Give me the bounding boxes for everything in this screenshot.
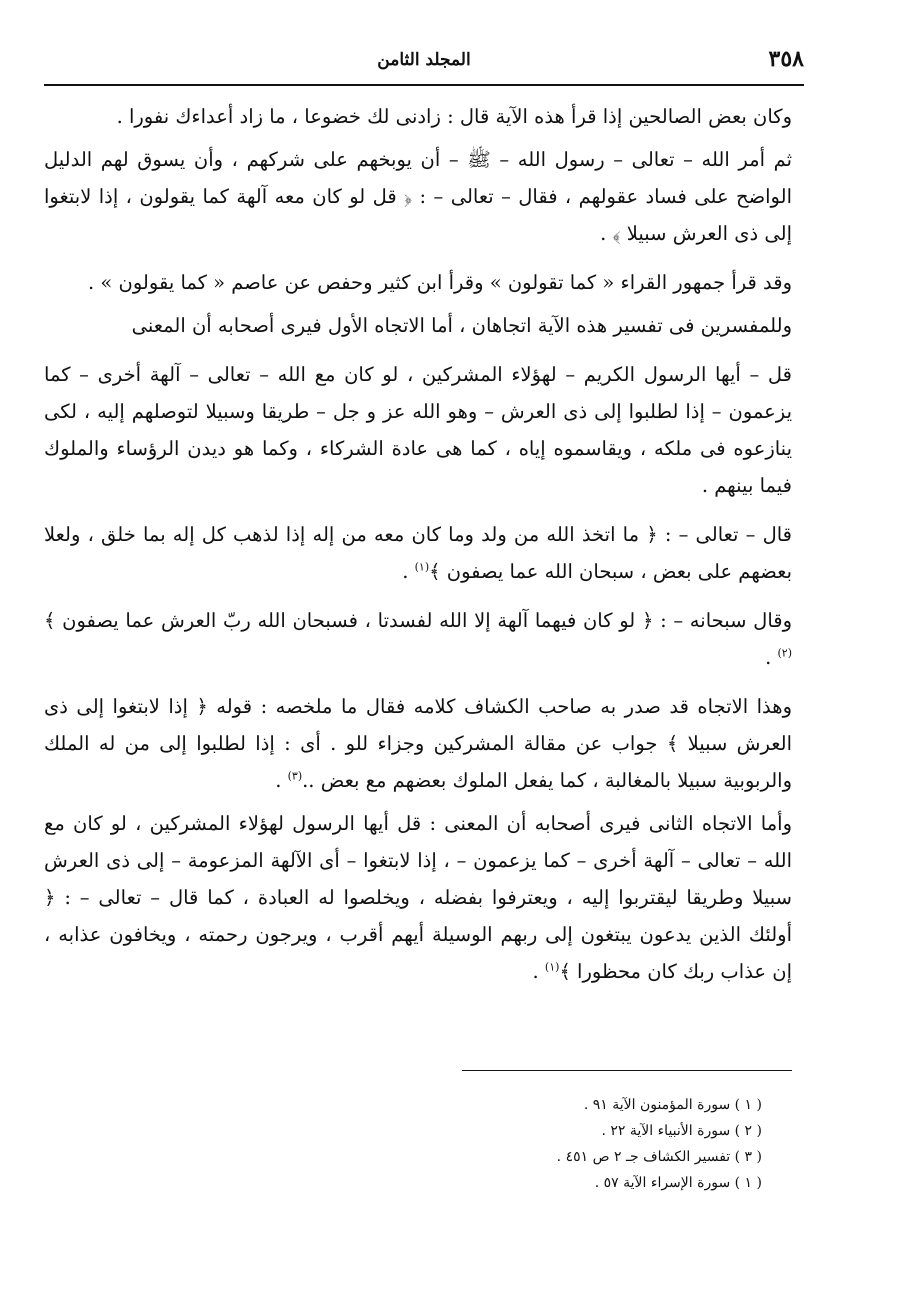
paragraph-8: [44, 688, 792, 799]
volume-title: المجلد الثامن: [377, 50, 471, 70]
paragraph-7: [44, 602, 792, 676]
main-text: [44, 98, 792, 1002]
paragraph-7-text: وقال سبحانه – : ﴿ لو كان فيهما آلهة إلا الله لفسدتا ، فسبحان الله ربّ العرش عما يصفون ﴾: [44, 609, 792, 632]
page-number: ٣٥٨: [768, 46, 804, 72]
paragraph-2: ثم أمر الله – تعالى – رسول الله – ﷺ – أن يوبخهم على شركهم ، وأن يسوق لهم الدليل الواضح على فساد عقولهم ، فقال – تعالى – : ﴿ قل لو كان معه آلهة كما يقولون ، إذا لابتغوا إلى ذى العرش سبيلا ﴾ .: [44, 148, 792, 245]
footnote-divider: [462, 1070, 792, 1071]
paragraph-3: وقد قرأ جمهور القراء « كما تقولون » وقرأ ابن كثير وحفص عن عاصم « كما يقولون » .: [88, 271, 792, 294]
paragraph-9-text: وأما الاتجاه الثانى فيرى أصحابه أن المعنى : قل أيها الرسول لهؤلاء المشركين ، لو كان مع الله – تعالى – آلهة أخرى – كما يزعمون – ، إذا لابتغوا – أى الآلهة المزعومة – إلى ذى العرش سبيلا وطريقا ليقتربوا إليه ، ويعترفوا بفضله ، ويخلصوا له العبادة ، كما قال – تعالى – : ﴿ أولئك الذين يدعون يبتغون إلى ربهم الوسيلة أيهم أقرب ، ويرجون رحمته ، ويخافون عذابه ، إن عذاب ربك كان محظورا ﴾: [44, 812, 792, 983]
page-header: [44, 44, 804, 80]
paragraph-8-text: وهذا الاتجاه قد صدر به صاحب الكشاف كلامه فقال ما ملخصه : قوله ﴿ إذا لابتغوا إلى ذى العرش سبيلا ﴾ جواب عن مقالة المشركين وجزاء للو . أى : إذا لطلبوا إلى من له الملك والربوبية سبيلا بالمغالبة ، كما يفعل الملوك بعضهم مع بعض ..: [44, 695, 792, 792]
header-divider: [44, 84, 804, 86]
paragraph-7-end: .: [765, 646, 778, 669]
paragraph-5: قل – أيها الرسول الكريم – لهؤلاء المشركين ، لو كان مع الله – تعالى – آلهة أخرى – كما يزعمون – إذا لطلبوا إلى ذى العرش – وهو الله عز و جل – طريقا وسبيلا لتوصلهم إليه ، لكى ينازعوه فى ملكه ، ويقاسموه إياه ، كما هى عادة الشركاء ، وكما هو ديدن الرؤساء والملوك فيما بينهم .: [44, 363, 792, 497]
footnote-item: ( ٢ ) سورة الأنبياء الآية ٢٢ .: [601, 1123, 762, 1139]
paragraph-9-end: .: [532, 960, 545, 983]
footnote-item: ( ٣ ) تفسير الكشاف جـ ٢ ص ٤٥١ .: [556, 1149, 762, 1165]
paragraph-6-text: قال – تعالى – : ﴿ ما اتخذ الله من ولد وما كان معه من إله إذا لذهب كل إله بما خلق ، ولعلا بعضهم على بعض ، سبحان الله عما يصفون ﴾: [44, 523, 792, 583]
paragraph-4: وللمفسرين فى تفسير هذه الآية اتجاهان ، أما الاتجاه الأول فيرى أصحابه أن المعنى: [131, 314, 792, 337]
paragraph-9: [44, 805, 792, 990]
footnote-ref-3: (٣): [287, 769, 303, 783]
paragraph-8-end: .: [275, 769, 288, 792]
paragraph-6: [44, 516, 792, 590]
footnotes: [300, 1092, 762, 1196]
footnote-ref-1: (١): [414, 560, 430, 574]
paragraph-1: وكان بعض الصالحين إذا قرأ هذه الآية قال : زادنى لك خضوعا ، ما زاد أعداءك نفورا .: [116, 105, 792, 128]
footnote-item: ( ١ ) سورة المؤمنون الآية ٩١ .: [583, 1097, 762, 1113]
footnote-ref-2: (٢): [777, 646, 792, 660]
footnote-item: ( ١ ) سورة الإسراء الآية ٥٧ .: [594, 1175, 762, 1191]
footnote-ref-4: (١): [544, 960, 560, 974]
paragraph-6-end: .: [402, 560, 415, 583]
